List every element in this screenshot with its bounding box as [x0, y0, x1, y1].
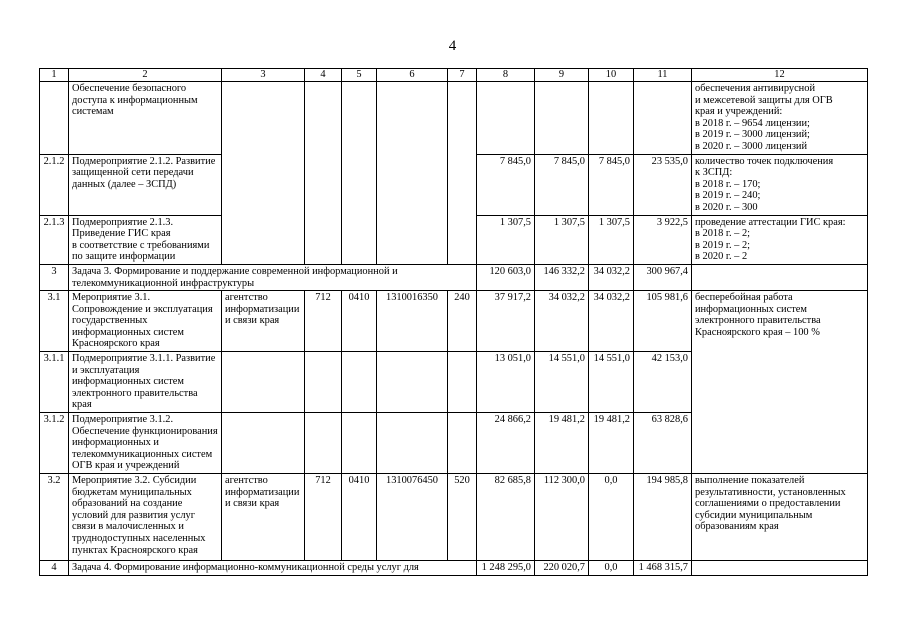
value-2020: 7 845,0 — [589, 154, 634, 215]
col-num-4: 4 — [305, 69, 342, 82]
value-2020: 0,0 — [589, 474, 634, 561]
value-total: 105 981,6 — [634, 291, 692, 352]
page-number: 4 — [448, 38, 457, 54]
col-num-11: 11 — [634, 69, 692, 82]
value-2020: 1 307,5 — [589, 215, 634, 264]
value-2019: 112 300,0 — [535, 474, 589, 561]
vr-code: 520 — [448, 474, 477, 561]
col-num-7: 7 — [448, 69, 477, 82]
value-total: 63 828,6 — [634, 413, 692, 474]
value-2018: 37 917,2 — [477, 291, 535, 352]
value-2019: 14 551,0 — [535, 352, 589, 413]
csr-code: 1310076450 — [377, 474, 448, 561]
col-num-10: 10 — [589, 69, 634, 82]
col-num-9: 9 — [535, 69, 589, 82]
item-name: Мероприятие 3.2. Субсидии бюджетам муниципальных образований на создание условий для развития услуг связи в малочисленных и труднодоступных населенных пунктах Красноярского края — [69, 474, 222, 561]
value-2020: 34 032,2 — [589, 291, 634, 352]
column-number-row — [40, 69, 868, 82]
value-2018: 1 307,5 — [477, 215, 535, 264]
value-2020: 34 032,2 — [589, 264, 634, 290]
value-total: 3 922,5 — [634, 215, 692, 264]
item-number: 3.1.1 — [40, 352, 69, 413]
value-2018: 7 845,0 — [477, 154, 535, 215]
item-number: 4 — [40, 561, 69, 576]
item-number: 3.2 — [40, 474, 69, 561]
csr-code: 1310016350 — [377, 291, 448, 352]
value-total: 300 967,4 — [634, 264, 692, 290]
col-num-6: 6 — [377, 69, 448, 82]
value-2020: 14 551,0 — [589, 352, 634, 413]
item-name: Обеспечение безопасного доступа к информационным системам — [69, 82, 222, 155]
col-num-8: 8 — [477, 69, 535, 82]
value-total: 194 985,8 — [634, 474, 692, 561]
responsible-agency: агентство информатизации и связи края — [222, 291, 305, 352]
grbs-code: 712 — [305, 291, 342, 352]
table-row — [40, 561, 868, 576]
value-2020: 0,0 — [589, 561, 634, 576]
task-title: Задача 3. Формирование и поддержание современной информационной и телекоммуникационной инфраструктуры — [69, 264, 477, 290]
item-number: 2.1.2 — [40, 154, 69, 215]
value-2018: 82 685,8 — [477, 474, 535, 561]
value-2018: 120 603,0 — [477, 264, 535, 290]
col-num-12: 12 — [692, 69, 868, 82]
value-total: 1 468 315,7 — [634, 561, 692, 576]
task-title: Задача 4. Формирование информационно-коммуникационной среды услуг для — [69, 561, 477, 576]
item-result: бесперебойная работа информационных систем электронного правительства Красноярского края – 100 % — [692, 291, 868, 474]
rzpr-code: 0410 — [342, 474, 377, 561]
col-num-3: 3 — [222, 69, 305, 82]
item-name: Подмероприятие 3.1.1. Развитие и эксплуатация информационных систем электронного правительства края — [69, 352, 222, 413]
col-num-1: 1 — [40, 69, 69, 82]
item-number: 3.1 — [40, 291, 69, 352]
rzpr-code: 0410 — [342, 291, 377, 352]
item-number: 3.1.2 — [40, 413, 69, 474]
table-row — [40, 264, 868, 290]
item-result: проведение аттестации ГИС края: в 2018 г. – 2; в 2019 г. – 2; в 2020 г. – 2 — [692, 215, 868, 264]
value-2019: 220 020,7 — [535, 561, 589, 576]
value-2018: 13 051,0 — [477, 352, 535, 413]
program-table — [39, 68, 868, 576]
value-total: 42 153,0 — [634, 352, 692, 413]
vr-code: 240 — [448, 291, 477, 352]
value-2019: 1 307,5 — [535, 215, 589, 264]
table-row — [40, 474, 868, 561]
value-2019: 146 332,2 — [535, 264, 589, 290]
responsible-agency: агентство информатизации и связи края — [222, 474, 305, 561]
item-name: Подмероприятие 2.1.3. Приведение ГИС края в соответствие с требованиями по защите информации — [69, 215, 222, 264]
value-2019: 7 845,0 — [535, 154, 589, 215]
value-2018: 24 866,2 — [477, 413, 535, 474]
col-num-5: 5 — [342, 69, 377, 82]
value-2018: 1 248 295,0 — [477, 561, 535, 576]
table-row — [40, 291, 868, 352]
item-number: 3 — [40, 264, 69, 290]
grbs-code: 712 — [305, 474, 342, 561]
item-name: Подмероприятие 3.1.2. Обеспечение функционирования информационных и телекоммуникационных систем ОГВ края и учреждений — [69, 413, 222, 474]
item-name: Мероприятие 3.1. Сопровождение и эксплуатация государственных информационных систем Красноярского края — [69, 291, 222, 352]
item-number: 2.1.3 — [40, 215, 69, 264]
item-result: обеспечения антивирусной и межсетевой защиты для ОГВ края и учреждений: в 2018 г. – 9654 лицензии; в 2019 г. – 3000 лицензий; в 2020 г. – 3000 лицензий — [692, 82, 868, 155]
value-2020: 19 481,2 — [589, 413, 634, 474]
item-result: выполнение показателей результативности, установленных соглашениями о предоставлении субсидии муниципальным образованиям края — [692, 474, 868, 561]
item-name: Подмероприятие 2.1.2. Развитие защищенной сети передачи данных (далее – ЗСПД) — [69, 154, 222, 215]
value-2019: 34 032,2 — [535, 291, 589, 352]
col-num-2: 2 — [69, 69, 222, 82]
table-row — [40, 82, 868, 155]
item-result: количество точек подключения к ЗСПД: в 2018 г. – 170; в 2019 г. – 240; в 2020 г. – 300 — [692, 154, 868, 215]
value-total: 23 535,0 — [634, 154, 692, 215]
value-2019: 19 481,2 — [535, 413, 589, 474]
